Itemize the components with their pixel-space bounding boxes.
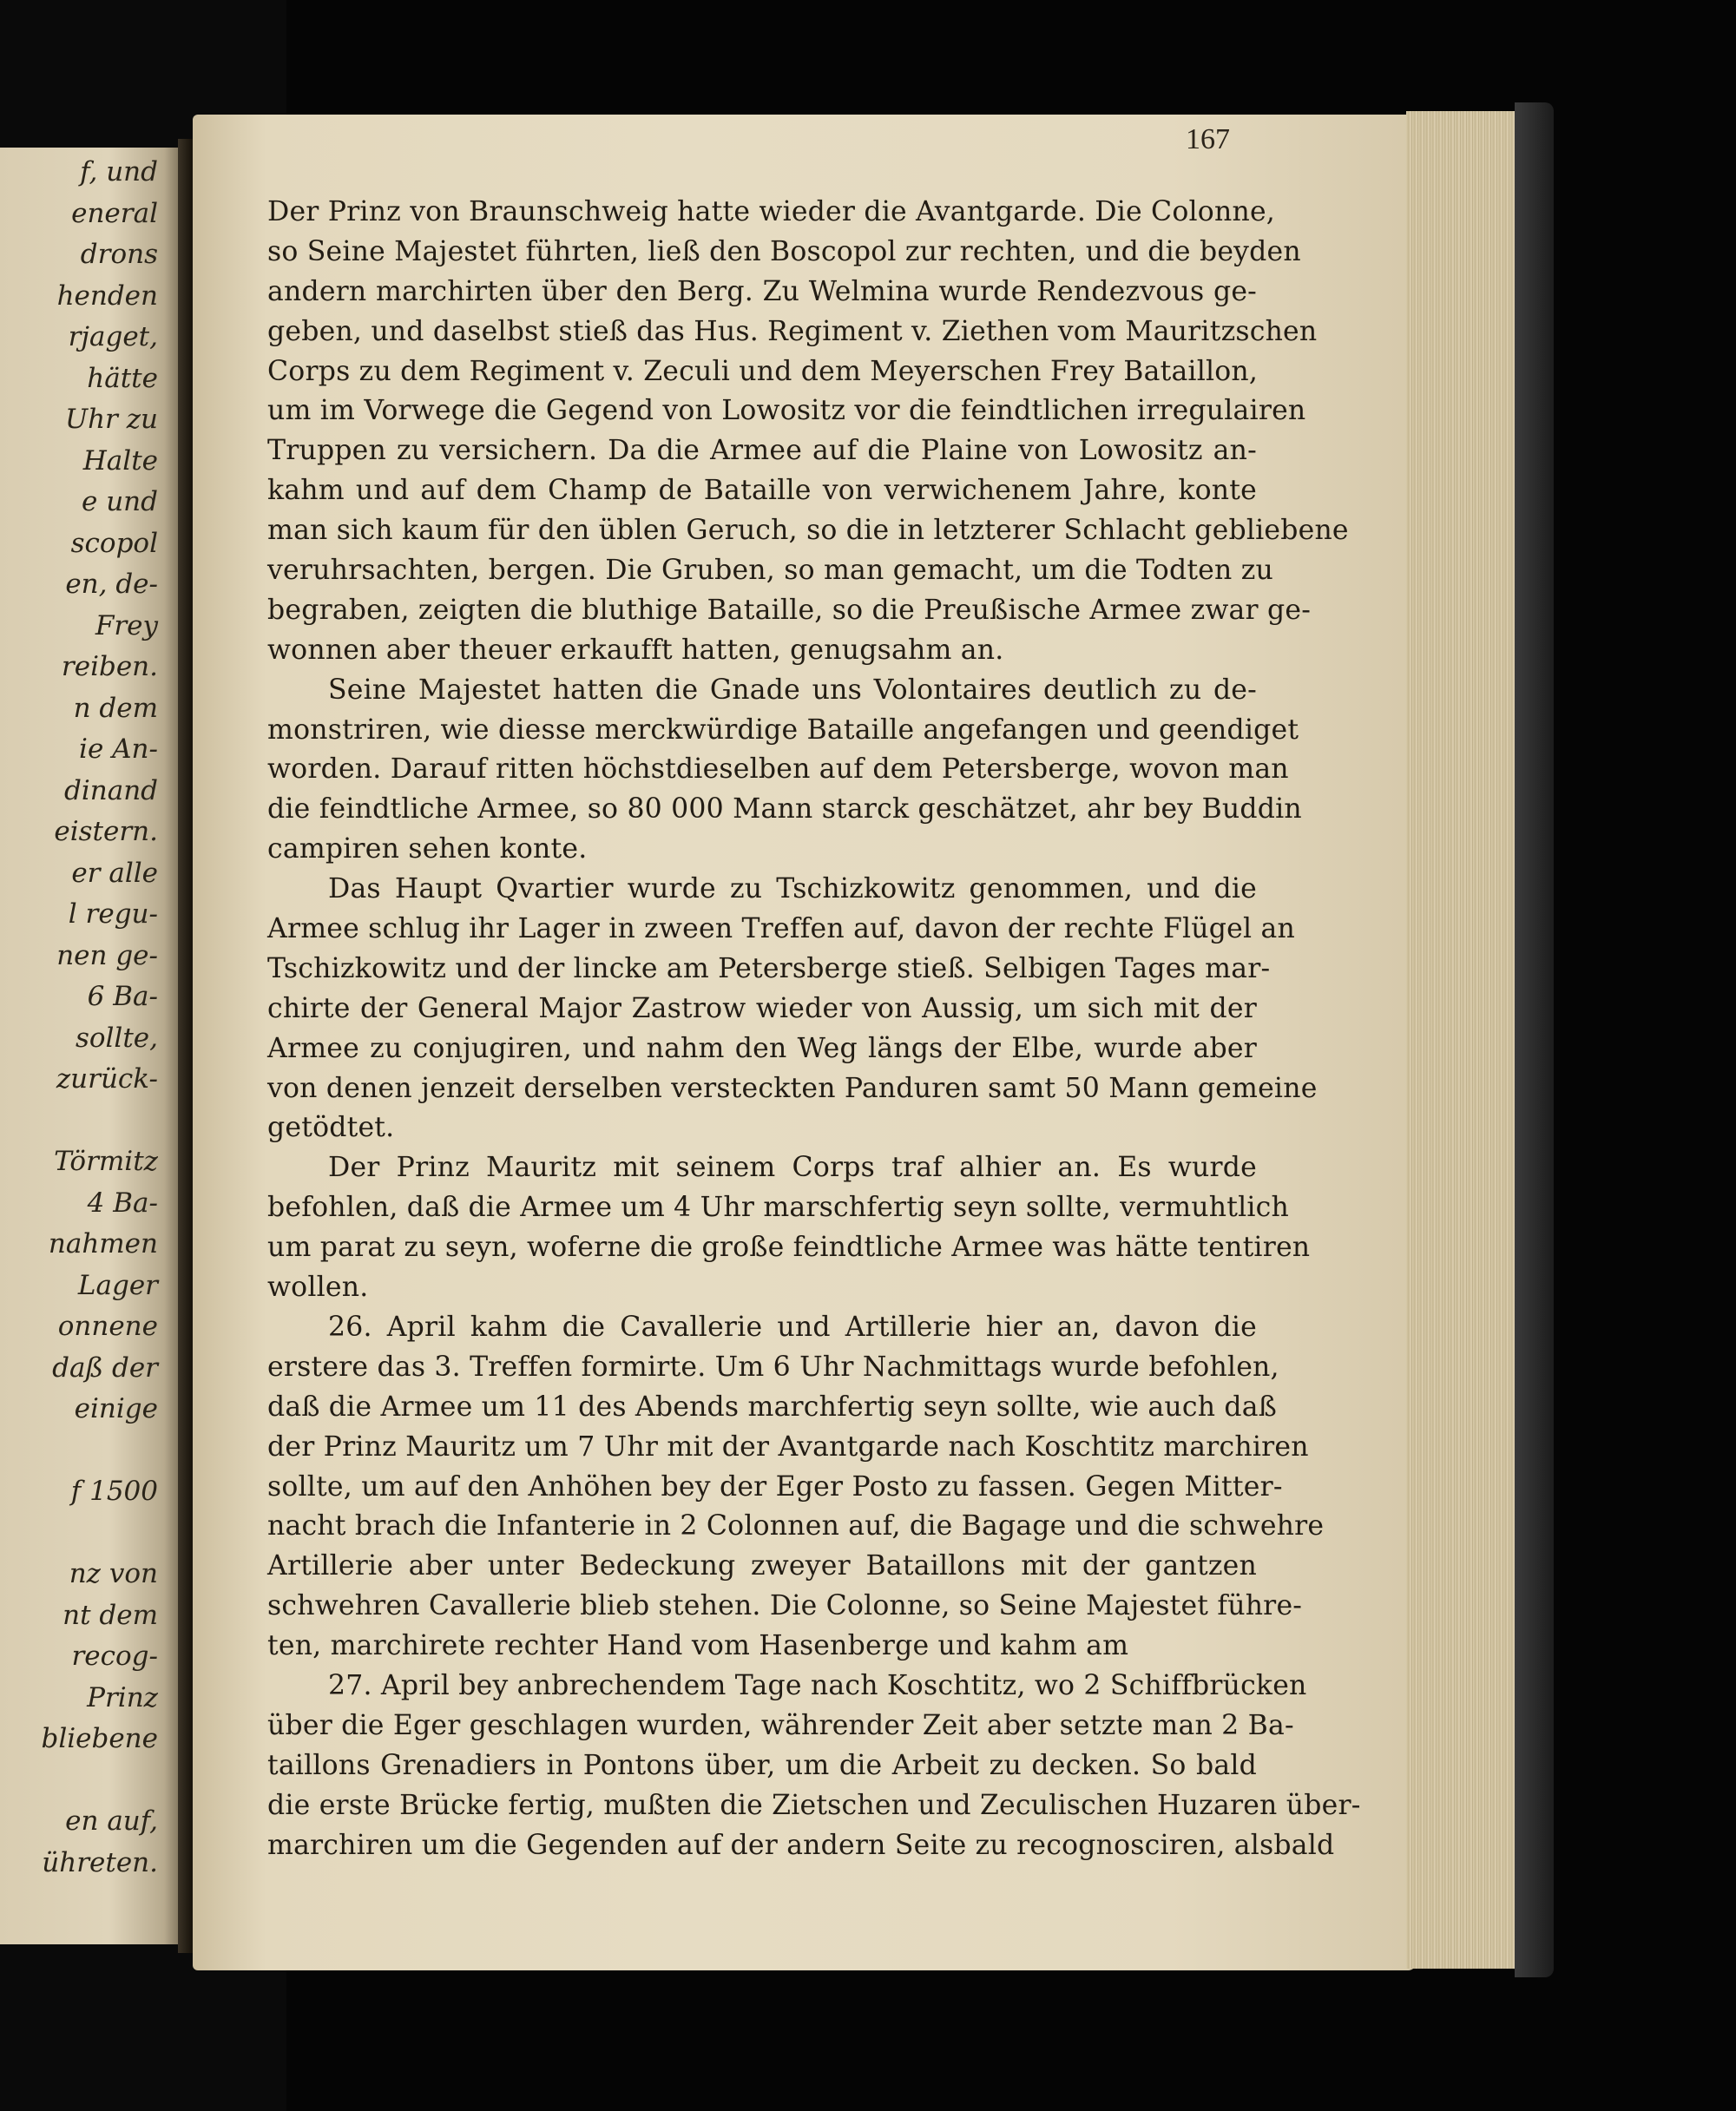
text-line: daß die Armee um 11 des Abends marchfertig seyn sollte, wie auch daß	[267, 1391, 1277, 1423]
text-line: taillons Grenadiers in Pontons über, um die Arbeit zu decken. So bald	[267, 1749, 1257, 1781]
text-line: um im Vorwege die Gegend von Lowositz vor die feindtlichen irregulairen	[267, 395, 1306, 427]
text-line: Truppen zu versichern. Da die Armee auf die Plaine von Lowositz an-	[267, 435, 1257, 467]
text-line: über die Eger geschlagen wurden, währender Zeit aber setzte man 2 Ba-	[267, 1709, 1294, 1741]
text-line: getödtet.	[267, 1112, 395, 1144]
left-page-line: e und	[82, 486, 158, 517]
left-page-line: ühreten.	[42, 1846, 158, 1878]
page-number: 167	[1186, 123, 1230, 155]
left-page-line: nz von	[69, 1558, 158, 1589]
body-text	[267, 193, 1361, 1865]
left-page-line: n dem	[73, 692, 158, 724]
text-line: Seine Majestet hatten die Gnade uns Volontaires deutlich zu de-	[328, 674, 1257, 706]
left-page-line: l regu-	[68, 898, 158, 930]
text-line: ten, marchirete rechter Hand vom Hasenberge und kahm am	[267, 1630, 1129, 1662]
left-page	[0, 148, 182, 1944]
text-line: Der Prinz von Braunschweig hatte wieder die Avantgarde. Die Colonne,	[267, 196, 1275, 227]
text-line: andern marchirten über den Berg. Zu Welmina wurde Rendezvous ge-	[267, 275, 1257, 307]
text-line: Armee schlug ihr Lager in zween Treffen auf, davon der rechte Flügel an	[267, 913, 1295, 945]
text-line: Artillerie aber unter Bedeckung zweyer Bataillons mit der gantzen	[267, 1550, 1257, 1582]
text-line: 27. April bey anbrechendem Tage nach Koschtitz, wo 2 Schiffbrücken	[328, 1669, 1307, 1701]
left-page-line: Uhr zu	[64, 404, 158, 435]
left-page-line: Törmitz	[54, 1146, 158, 1177]
text-line: chirte der General Major Zastrow wieder von Aussig, um sich mit der	[267, 992, 1257, 1024]
text-line: die feindtliche Armee, so 80 000 Mann starck geschätzet, ahr bey Buddin	[267, 793, 1302, 825]
left-page-line: rjaget,	[68, 321, 158, 352]
text-line: kahm und auf dem Champ de Bataille von verwichenem Jahre, konte	[267, 475, 1257, 507]
left-page-line: onnene	[57, 1311, 158, 1342]
left-page-line: scopol	[70, 527, 158, 559]
left-page-line: eistern.	[54, 816, 158, 847]
left-page-line: eneral	[71, 197, 158, 229]
text-line: die erste Brücke fertig, mußten die Zietschen und Zeculischen Huzaren über-	[267, 1789, 1361, 1821]
text-line: erstere das 3. Treffen formirte. Um 6 Uhr Nachmittags wurde befohlen,	[267, 1351, 1279, 1383]
text-line: worden. Darauf ritten höchstdieselben auf dem Petersberge, wovon man	[267, 753, 1289, 786]
left-page-line: f, und	[80, 156, 158, 187]
left-page-line: henden	[56, 279, 158, 312]
left-page-line: bliebene	[41, 1723, 158, 1754]
left-page-line: reiben.	[61, 651, 158, 682]
left-page-line: nahmen	[48, 1228, 158, 1259]
text-line: veruhrsachten, bergen. Die Gruben, so man gemacht, um die Todten zu	[267, 555, 1274, 587]
left-page-line: drons	[80, 239, 158, 270]
left-page-line: 4 Ba-	[87, 1187, 158, 1219]
text-line: sollte, um auf den Anhöhen bey der Eger Posto zu fassen. Gegen Mitter-	[267, 1470, 1283, 1503]
text-line: wonnen aber theuer erkaufft hatten, genugsahm an.	[267, 634, 1004, 666]
text-line: geben, und daselbst stieß das Hus. Regiment v. Ziethen vom Mauritzschen	[267, 315, 1318, 347]
text-line: campiren sehen konte.	[267, 833, 588, 865]
text-line: marchiren um die Gegenden auf der andern Seite zu recognosciren, alsbald	[267, 1829, 1335, 1861]
left-page-line: sollte,	[75, 1022, 158, 1054]
left-page-line: hätte	[87, 362, 158, 394]
text-line: Das Haupt Qvartier wurde zu Tschizkowitz genommen, und die	[328, 873, 1257, 905]
text-line: Der Prinz Mauritz mit seinem Corps traf alhier an. Es wurde	[328, 1152, 1257, 1184]
left-page-line: daß der	[52, 1351, 158, 1384]
text-line: der Prinz Mauritz um 7 Uhr mit der Avantgarde nach Koschtitz marchiren	[267, 1430, 1309, 1463]
left-page-line: f 1500	[70, 1476, 158, 1507]
left-page-line: recog-	[71, 1641, 158, 1672]
text-line: von denen jenzeit derselben versteckten Panduren samt 50 Mann gemeine	[267, 1072, 1318, 1104]
text-line: schwehren Cavallerie blieb stehen. Die Colonne, so Seine Majestet führe-	[267, 1590, 1303, 1622]
book-cover-edge	[1515, 102, 1554, 1977]
left-page-line: dinand	[63, 774, 158, 806]
left-page-line: nen ge-	[56, 939, 158, 971]
left-page-line: Lager	[77, 1269, 158, 1301]
text-line: man sich kaum für den üblen Geruch, so die in letzterer Schlacht gebliebene	[267, 515, 1349, 547]
page-edges	[1406, 111, 1528, 1969]
left-page-line: en auf,	[65, 1805, 158, 1837]
left-page-line: Frey	[95, 609, 158, 641]
text-line: nacht brach die Infanterie in 2 Colonnen auf, die Bagage und die schwehre	[267, 1510, 1325, 1542]
left-page-line: 6 Ba-	[87, 981, 158, 1012]
text-line: monstriren, wie diesse merckwürdige Bataille angefangen und geendiget	[267, 714, 1299, 746]
text-line: Corps zu dem Regiment v. Zeculi und dem Meyerschen Frey Bataillon,	[267, 355, 1259, 387]
left-page-line: einige	[74, 1393, 158, 1424]
left-page-line: en, de-	[65, 569, 158, 600]
text-line: befohlen, daß die Armee um 4 Uhr marschfertig seyn sollte, vermuhtlich	[267, 1192, 1289, 1224]
left-page-line: zurück-	[56, 1063, 158, 1095]
left-page-line: er alle	[71, 857, 158, 889]
left-page-line: Halte	[82, 444, 158, 477]
left-page-line: ie An-	[79, 733, 158, 765]
left-page-line: Prinz	[87, 1681, 158, 1713]
text-line: 26. April kahm die Cavallerie und Artillerie hier an, davon die	[328, 1311, 1257, 1343]
text-line: wollen.	[267, 1272, 369, 1304]
text-line: Armee zu conjugiren, und nahm den Weg längs der Elbe, wurde aber	[267, 1032, 1257, 1064]
text-line: begraben, zeigten die bluthige Bataille, so die Preußische Armee zwar ge-	[267, 594, 1312, 626]
left-page-line: nt dem	[62, 1599, 158, 1631]
text-line: so Seine Majestet führten, ließ den Boscopol zur rechten, und die beyden	[267, 235, 1301, 267]
text-line: Tschizkowitz und der lincke am Petersberge stieß. Selbigen Tages mar-	[267, 952, 1271, 984]
text-line: um parat zu seyn, woferne die große feindtliche Armee was hätte tentiren	[267, 1232, 1311, 1264]
